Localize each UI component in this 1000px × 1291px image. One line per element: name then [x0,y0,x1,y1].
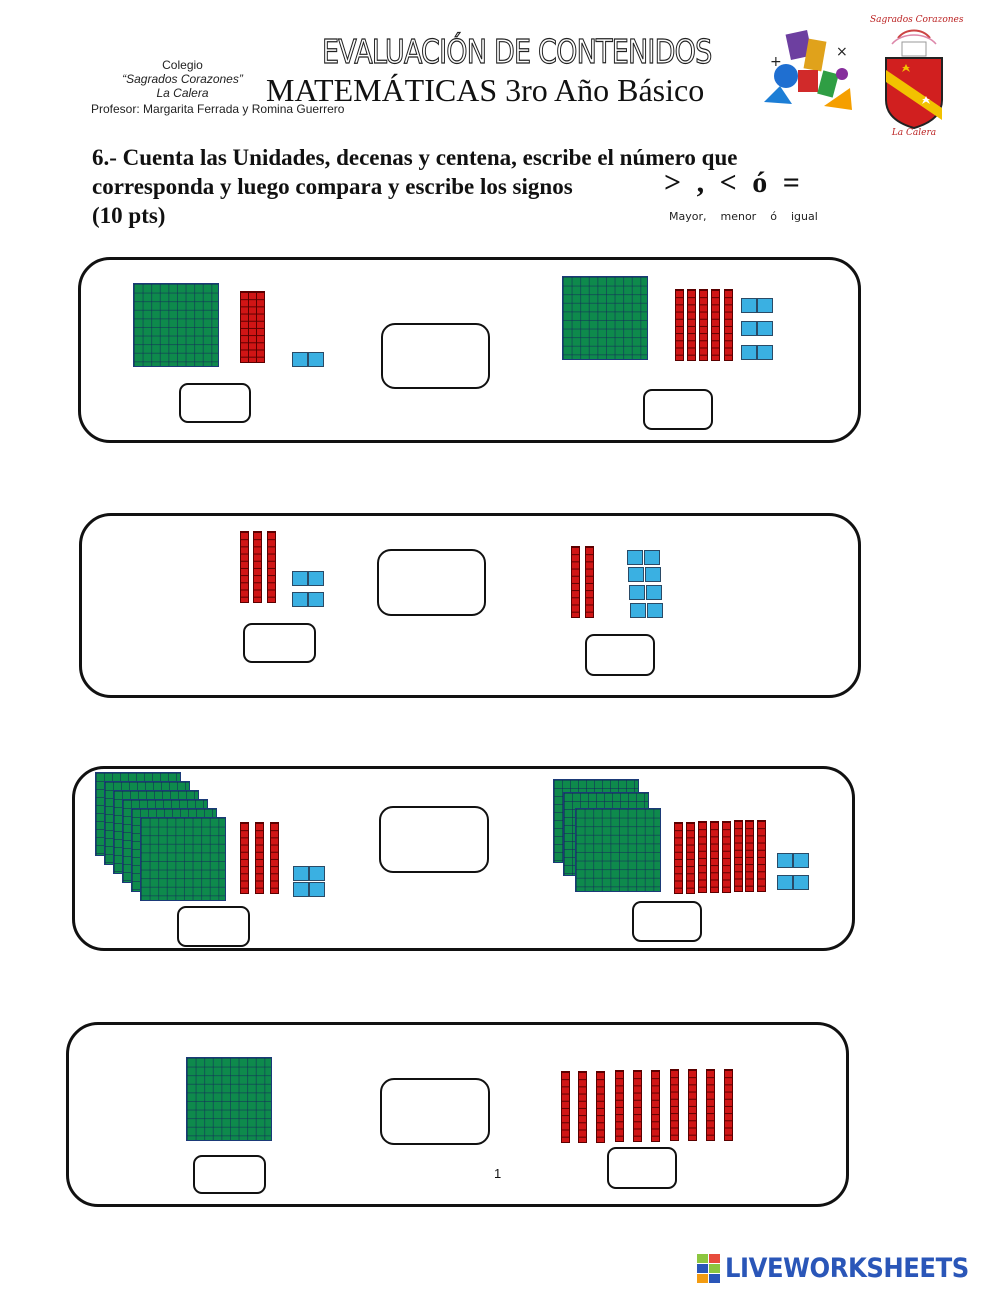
ten-rod [270,822,279,894]
instruction [92,143,737,230]
ten-rod [596,1071,605,1143]
unit-cube [741,345,757,360]
unit-cube [757,298,773,313]
instruction-line-2: corresponda y luego compara y escribe los signos [92,174,573,199]
ten-rod [267,531,276,603]
unit-cube [647,603,663,618]
sign-labels [669,210,832,223]
ten-rod [722,821,731,893]
evaluation-title: EVALUACIÓN DE CONTENIDOS [322,32,712,71]
school-name [90,58,275,100]
ten-rod [699,289,708,361]
unit-cube [793,853,809,868]
hundred-block [133,283,219,367]
unit-cube [777,853,793,868]
compare-box-3[interactable] [379,806,489,873]
ten-rod [633,1070,642,1142]
unit-cube [629,585,645,600]
ten-rod [745,820,754,892]
unit-cube [741,298,757,313]
unit-cube [741,321,757,336]
svg-text:×: × [836,44,848,60]
page-number: 1 [494,1166,502,1181]
answer-box-3-right[interactable] [632,901,702,942]
unit-cube [309,882,325,897]
unit-cube [793,875,809,890]
ten-rod [255,822,264,894]
ten-rod [724,1069,733,1141]
ten-rod [240,822,249,894]
teacher-names: Profesor: Margarita Ferrada y Romina Guerrero [91,102,345,116]
instruction-line-3: (10 pts) [92,203,166,228]
ten-rod [670,1069,679,1141]
school-line-2: “Sagrados Corazones” [122,72,243,86]
liveworksheets-brand[interactable]: LIVEWORKSHEETS [725,1253,969,1284]
school-line-3: La Calera [156,86,209,100]
compare-box-2[interactable] [377,549,486,616]
unit-cube [777,875,793,890]
ten-rod [698,821,707,893]
answer-box-2-right[interactable] [585,634,655,676]
ten-rod [561,1071,570,1143]
unit-cube [309,866,325,881]
comparison-signs: > , < ó = [664,166,804,199]
ten-rod [686,822,695,894]
ten-rod [253,531,262,603]
unit-cube [757,345,773,360]
unit-cube [292,571,308,586]
answer-box-2-left[interactable] [243,623,316,663]
ten-rod [674,822,683,894]
hundred-block [186,1057,272,1141]
ten-rod [578,1071,587,1143]
unit-cube [308,352,324,367]
unit-cube [645,567,661,582]
ten-rod [240,531,249,603]
crest-shield-icon [868,12,964,142]
ten-rod [688,1069,697,1141]
instruction-line-1: 6.- Cuenta las Unidades, decenas y centena, escribe el número que [92,145,738,170]
unit-cube [292,352,308,367]
unit-cube [293,882,309,897]
unit-cube [308,592,324,607]
liveworksheets-logo-icon [697,1254,721,1284]
answer-box-4-left[interactable] [193,1155,266,1194]
crest-bottom-text: La Calera [891,128,937,138]
hundred-block [140,817,226,901]
ten-rod [651,1070,660,1142]
unit-cube [644,550,660,565]
unit-cube [308,571,324,586]
ten-rod [571,546,580,618]
ten-rod [675,289,684,361]
unit-cube [292,592,308,607]
label-mayor: Mayor, [669,210,707,223]
unit-cube [757,321,773,336]
ten-rod [757,820,766,892]
answer-box-1-right[interactable] [643,389,713,430]
hundred-block [562,276,648,360]
unit-cube [628,567,644,582]
school-crest [868,12,964,142]
ten-rod [711,289,720,361]
ten-rod [710,821,719,893]
ten-rod [706,1069,715,1141]
subject-title: MATEMÁTICAS 3ro Año Básico [266,72,705,108]
ten-rod [734,820,743,892]
svg-text:+: + [770,54,782,70]
crest-top-text: Sagrados Corazones [870,15,964,25]
answer-box-3-left[interactable] [177,906,250,947]
compare-box-4[interactable] [380,1078,490,1145]
ten-rod [585,546,594,618]
hundred-block [575,808,661,892]
answer-box-4-right[interactable] [607,1147,677,1189]
unit-cube [630,603,646,618]
answer-box-1-left[interactable] [179,383,251,423]
math-clipart-icon [758,26,858,116]
ten-rod [687,289,696,361]
unit-cube [646,585,662,600]
unit-cube [293,866,309,881]
unit-cube [627,550,643,565]
ten-rod [615,1070,624,1142]
label-igual: igual [790,210,818,223]
school-line-1: Colegio [162,58,203,72]
compare-box-1[interactable] [381,323,490,389]
ten-rod [256,291,265,363]
ten-rod [724,289,733,361]
label-o: ó [770,210,777,223]
label-menor: menor [720,210,757,223]
